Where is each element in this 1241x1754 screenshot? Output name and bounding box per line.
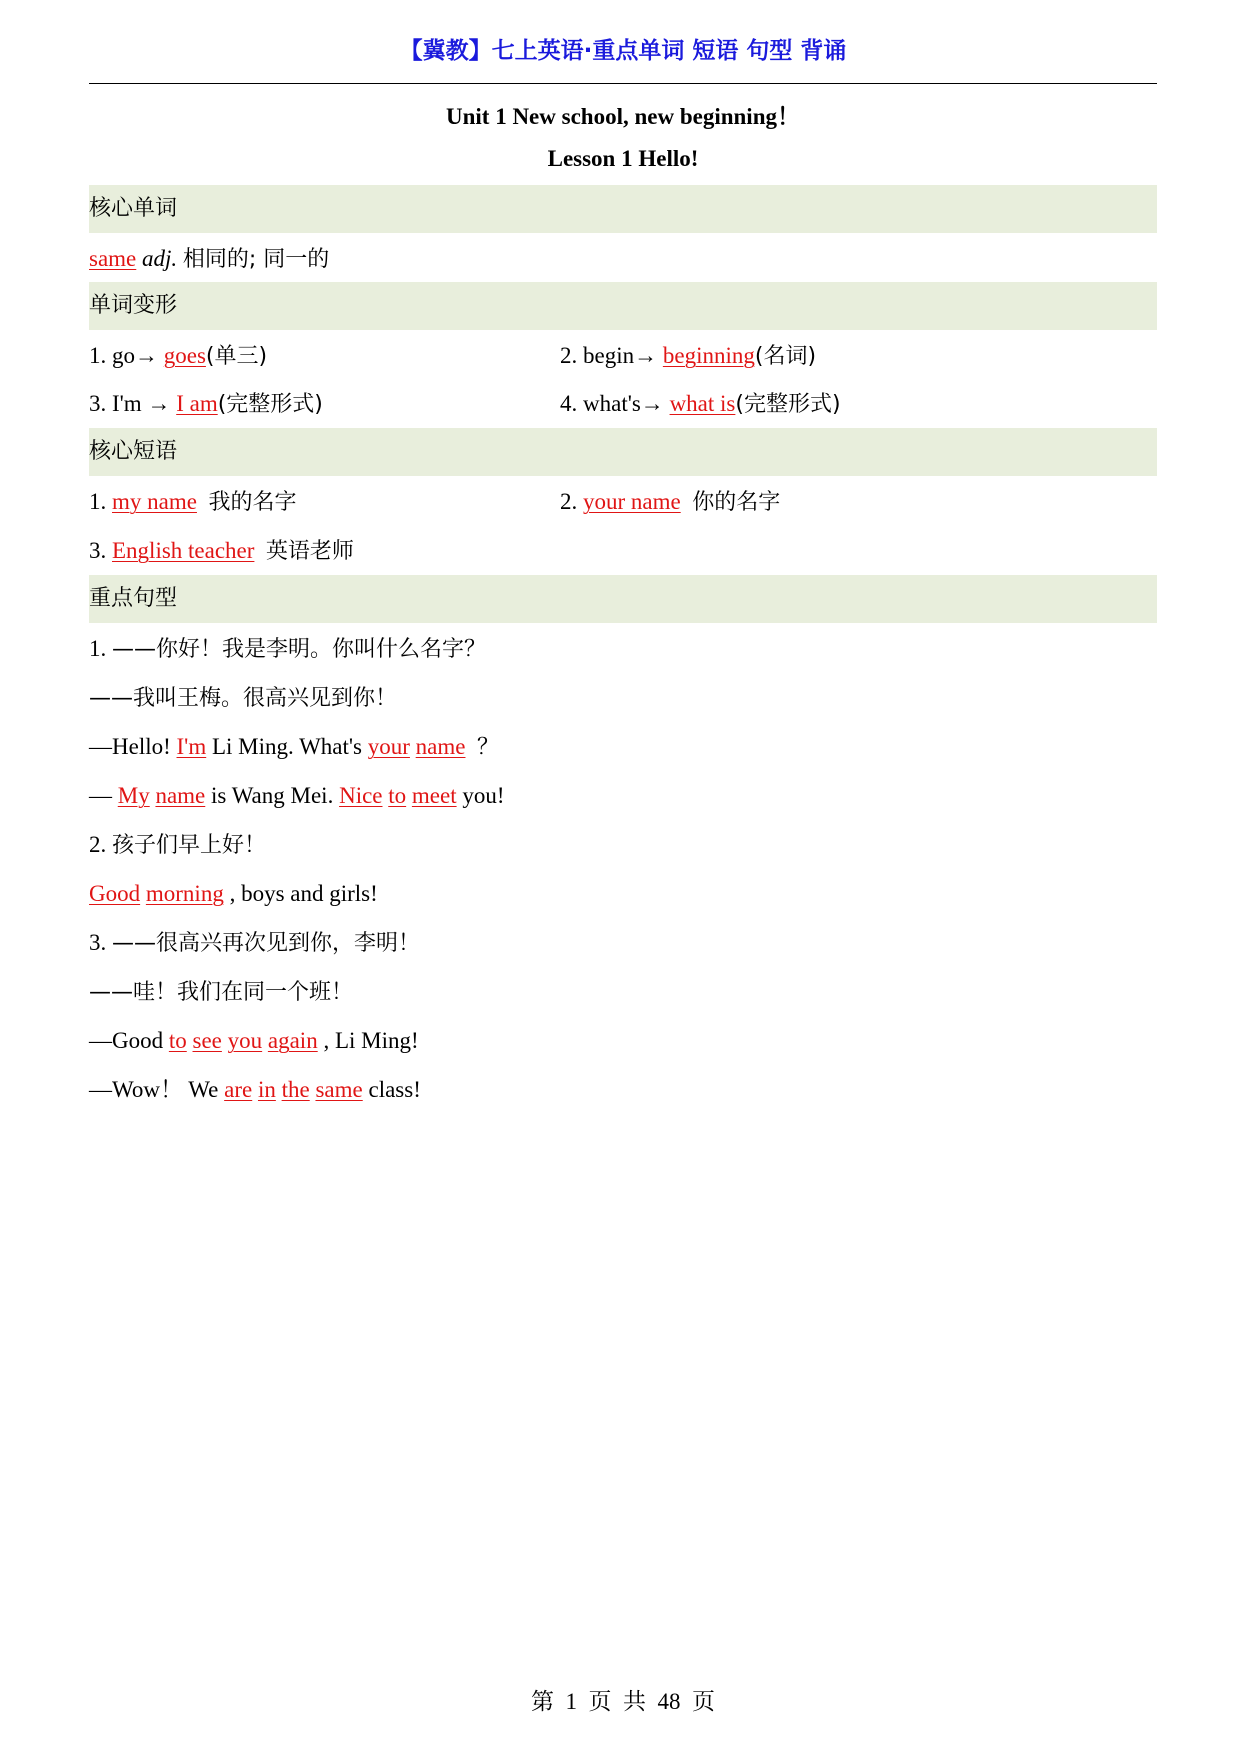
lesson-title: Lesson 1 Hello! <box>547 146 699 171</box>
answer-word: name <box>415 734 466 759</box>
sentence-text: class! <box>362 1077 421 1102</box>
answer-word: I'm <box>176 734 207 759</box>
section-core-phrases: 核心短语 <box>89 428 1157 476</box>
answer-word: to <box>168 1028 187 1053</box>
answer-word: goes <box>163 343 206 368</box>
part-of-speech: adj. <box>142 246 178 271</box>
answer-word: what is <box>669 391 736 416</box>
item-number: 3. <box>89 930 112 955</box>
answer-word: are <box>224 1077 253 1102</box>
answer-phrase: English teacher <box>112 538 255 563</box>
core-word-row <box>89 242 329 276</box>
sentence-text: —Wow！ We <box>89 1077 225 1102</box>
sentence-en <box>89 1024 419 1058</box>
phrase-item <box>89 485 296 519</box>
answer-phrase: your name <box>583 489 681 514</box>
sentence-text: is Wang Mei. <box>205 783 340 808</box>
sentence-text: ——很高兴再次见到你，李明！ <box>112 931 421 956</box>
answer-word: your <box>367 734 410 759</box>
section-core-words: 核心单词 <box>89 185 1157 233</box>
item-number: 2. <box>89 832 112 857</box>
sentence-text: —Hello! <box>89 734 177 759</box>
answer-word: you <box>227 1028 263 1053</box>
answer-word: name <box>155 783 206 808</box>
word-form-item <box>560 387 841 421</box>
footer-text: 共 <box>623 1689 646 1714</box>
sentence-text: ——你好！我是李明。你叫什么名字？ <box>112 637 487 662</box>
word-form-prefix: 2. begin→ <box>560 343 663 368</box>
phrase-meaning: 英语老师 <box>265 539 354 564</box>
sentence-en <box>89 779 505 813</box>
section-key-sentences: 重点句型 <box>89 575 1157 623</box>
word-form-item <box>89 387 323 421</box>
footer-text: 页 <box>692 1689 715 1714</box>
sentence-text: — <box>89 783 118 808</box>
sentence-text: ？ <box>476 735 499 760</box>
word-form-prefix: 1. go→ <box>89 343 164 368</box>
sentence-zh <box>89 975 353 1009</box>
sentence-text: ——哇！我们在同一个班！ <box>89 980 354 1005</box>
answer-word: beginning <box>662 343 755 368</box>
sentence-en <box>89 877 378 911</box>
word-form-prefix: 3. I'm → <box>89 391 177 416</box>
document-header: 【冀教】七上英语·重点单词 短语 句型 背诵 <box>399 38 847 64</box>
sentence-text: you! <box>456 783 505 808</box>
answer-word: meet <box>411 783 457 808</box>
answer-word: in <box>257 1077 276 1102</box>
footer-text: 第 <box>531 1689 554 1714</box>
phrase-meaning: 我的名字 <box>208 490 297 515</box>
sentence-text: 孩子们早上好！ <box>112 833 267 858</box>
unit-title: Unit 1 New school, new beginning！ <box>446 104 800 129</box>
answer-word: to <box>388 783 407 808</box>
answer-phrase: my name <box>112 489 197 514</box>
sentence-zh <box>89 828 266 862</box>
answer-word: same <box>315 1077 363 1102</box>
item-number: 1. <box>89 489 112 514</box>
page-total: 48 <box>657 1689 681 1714</box>
word-form-note: (单三) <box>205 344 268 369</box>
word-form-prefix: 4. what's→ <box>560 391 670 416</box>
word-form-note: (名词) <box>754 344 817 369</box>
section-word-forms: 单词变形 <box>89 282 1157 330</box>
word-form-note: (完整形式) <box>217 392 323 417</box>
sentence-text: ——我叫王梅。很高兴见到你！ <box>89 686 398 711</box>
word-meaning: 相同的; 同一的 <box>182 247 330 272</box>
answer-word: see <box>192 1028 222 1053</box>
sentence-en <box>89 1073 421 1107</box>
page-number: 1 <box>565 1689 577 1714</box>
sentence-zh <box>89 926 420 960</box>
page-footer <box>89 1683 1157 1716</box>
item-number: 2. <box>560 489 583 514</box>
phrase-item <box>560 485 780 519</box>
answer-word: morning <box>145 881 224 906</box>
sentence-text: , Li Ming! <box>317 1028 419 1053</box>
phrase-meaning: 你的名字 <box>692 490 781 515</box>
item-number: 1. <box>89 636 112 661</box>
answer-word: I am <box>176 391 218 416</box>
item-number: 3. <box>89 538 112 563</box>
word-form-item <box>89 339 267 373</box>
footer-text: 页 <box>588 1689 612 1714</box>
sentence-text: —Good <box>89 1028 169 1053</box>
sentence-text: , boys and girls! <box>223 881 378 906</box>
sentence-zh <box>89 681 397 715</box>
header-divider <box>89 83 1157 84</box>
answer-word: again <box>267 1028 318 1053</box>
answer-word: same <box>89 246 137 271</box>
word-form-item <box>560 339 816 373</box>
sentence-en <box>89 730 499 764</box>
word-form-note: (完整形式) <box>735 392 841 417</box>
phrase-item <box>89 534 354 568</box>
sentence-text: Li Ming. What's <box>206 734 368 759</box>
answer-word: My <box>117 783 150 808</box>
answer-word: the <box>281 1077 310 1102</box>
answer-word: Good <box>89 881 141 906</box>
sentence-zh <box>89 632 486 666</box>
answer-word: Nice <box>339 783 383 808</box>
